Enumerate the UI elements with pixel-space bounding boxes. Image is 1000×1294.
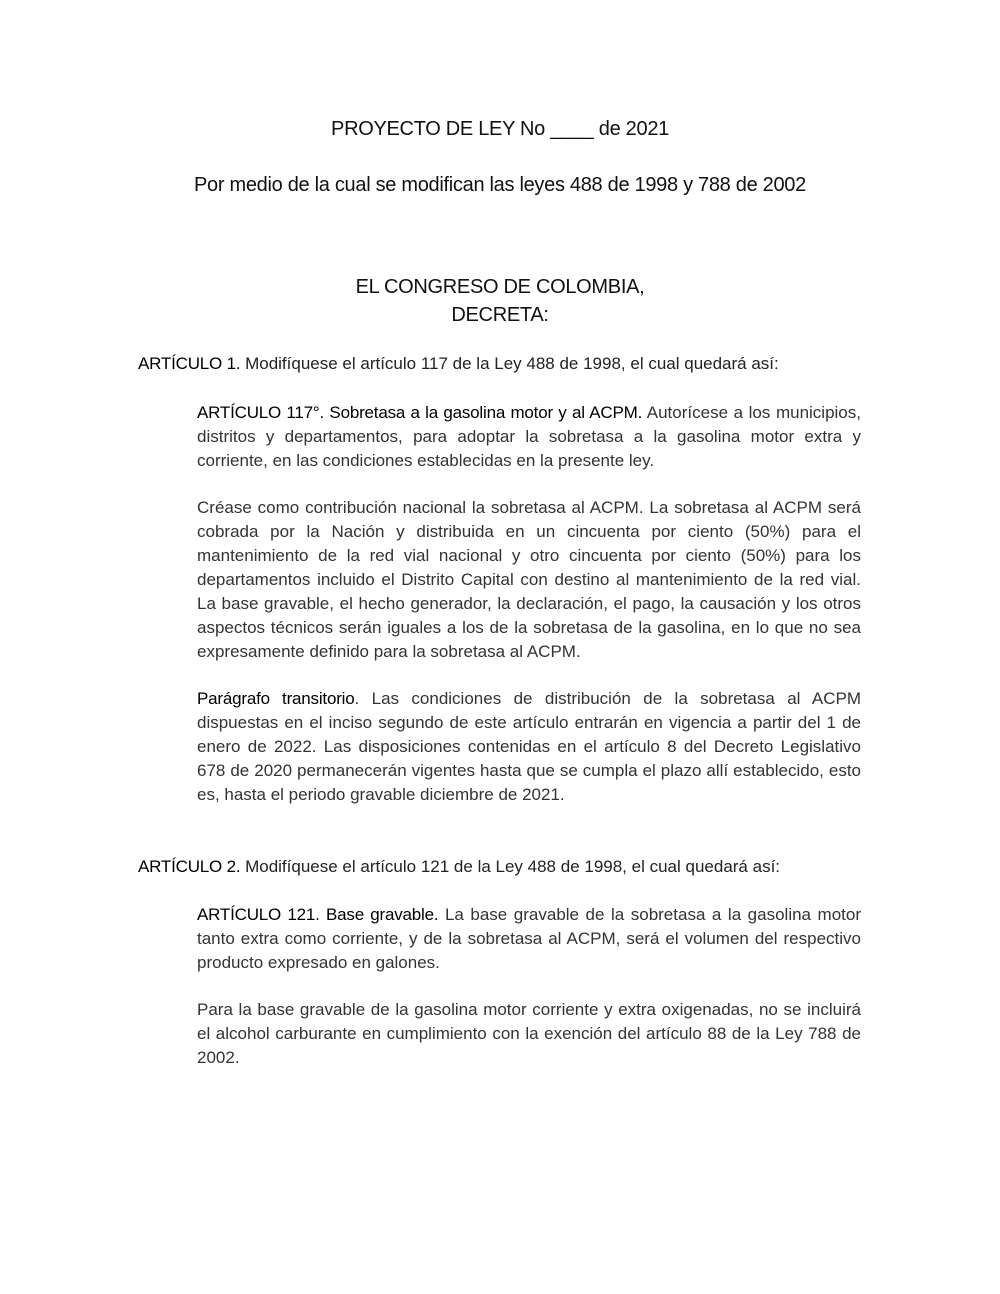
acpm-contribution-paragraph: Créase como contribución nacional la sobretasa al ACPM. La sobretasa al ACPM será cobrada por la Nación y distribuida en un cincuenta por ciento (50%) para el mantenimiento de la red vial nacional y otro cincuenta por ciento (50%) para los departamentos incluido el Distrito Capital con destino al mantenimiento de la red vial. La base gravable, el hecho generador, la declaración, el pago, la causación y los otros aspectos técnicos serán iguales a los de la sobretasa de la gasolina, en lo que no sea expresamente definido para la sobretasa al ACPM. [197, 498, 861, 661]
bill-subtitle: Por medio de la cual se modifican las leyes 488 de 1998 y 788 de 2002 [194, 174, 806, 196]
article-1-heading [138, 352, 898, 376]
article-117-text: Autorícese a los municipios, distritos y departamentos, para adoptar la sobretasa a la gasolina motor extra y corriente, en las condiciones establecidas en la presente ley. [197, 403, 861, 470]
congress-heading: EL CONGRESO DE COLOMBIA, [355, 276, 645, 298]
transitory-text: . Las condiciones de distribución de la sobretasa al ACPM dispuestas en el inciso segundo de este artículo entrarán en vigencia a partir del 1 de enero de 2022. Las disposiciones contenidas en el artículo 8 del Decreto Legislativo 678 de 2020 permanecerán vigentes hasta que se cumpla el plazo allí establecido, esto es, hasta el periodo gravable diciembre de 2021. [197, 689, 862, 804]
bill-title: PROYECTO DE LEY No ____ de 2021 [331, 118, 669, 140]
article-2-heading [138, 855, 898, 879]
article-1-label: ARTÍCULO 1. [138, 354, 241, 373]
article-121-label: ARTÍCULO 121. Base gravable. [197, 905, 439, 924]
decree-heading: DECRETA: [451, 304, 549, 326]
article-121-paragraph [197, 903, 861, 975]
article-1-intro: Modifíquese el artículo 117 de la Ley 488 de 1998, el cual quedará así: [240, 354, 779, 373]
article-2-label: ARTÍCULO 2. [138, 857, 241, 876]
article-117-paragraph [197, 401, 861, 473]
article-117-label: ARTÍCULO 117°. Sobretasa a la gasolina motor y al ACPM. [197, 403, 643, 422]
transitory-paragraph [197, 687, 861, 807]
transitory-label: Parágrafo transitorio [197, 689, 355, 708]
oxygenated-gasoline-paragraph: Para la base gravable de la gasolina motor corriente y extra oxigenadas, no se incluirá el alcohol carburante en cumplimiento con la exención del artículo 88 de la Ley 788 de 2002. [197, 1000, 861, 1067]
article-121-text: La base gravable de la sobretasa a la gasolina motor tanto extra como corriente, y de la sobretasa al ACPM, será el volumen del respectivo producto expresado en galones. [197, 905, 861, 972]
article-2-intro: Modifíquese el artículo 121 de la Ley 488 de 1998, el cual quedará así: [240, 857, 781, 876]
